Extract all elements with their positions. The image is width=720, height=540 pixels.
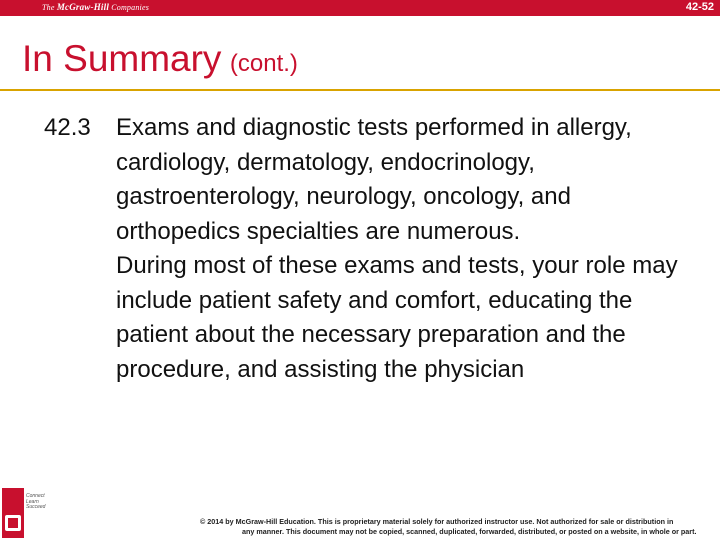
- publisher-logo: [2, 488, 54, 538]
- title-divider: [0, 89, 720, 91]
- slide-number: 42-52: [685, 1, 714, 13]
- logo-mark-icon: [5, 515, 21, 531]
- slide-body: [44, 111, 694, 387]
- logo-word-2: Learn: [26, 498, 39, 505]
- logo-block: [2, 488, 24, 538]
- slide-title: [22, 38, 298, 80]
- copyright-line-1: © 2014 by McGraw-Hill Education. This is proprietary material solely for authorized instructor use. Not authorized for sale or distribution in: [200, 517, 674, 526]
- publisher-prefix: The: [42, 3, 55, 12]
- copyright-notice: [200, 517, 715, 537]
- paragraph-1: Exams and diagnostic tests performed in allergy, cardiology, dermatology, endocrinology, gastroenterology, neurology, oncology, and orthopedics specialties are numerous.: [116, 114, 632, 245]
- copyright-line-2: any manner. This document may not be copied, scanned, duplicated, forwarded, distributed, or posted on a website, in whole or part.: [242, 527, 697, 536]
- publisher-suffix: Companies: [111, 3, 150, 12]
- item-number: 42.3: [44, 114, 91, 141]
- logo-word-1: Connect: [26, 493, 45, 499]
- paragraph-2: During most of these exams and tests, your role may include patient safety and comfort, educating the patient about the necessary preparation and the procedure, and assisting the physician: [116, 252, 678, 383]
- header-bar: [0, 0, 720, 16]
- logo-tagline: [26, 494, 45, 511]
- item-text: [116, 111, 691, 387]
- summary-item: [44, 111, 694, 387]
- slide-title-main: In Summary: [22, 38, 222, 79]
- logo-word-3: Succeed: [26, 504, 46, 510]
- publisher-logo-text: [42, 2, 149, 12]
- publisher-name: McGraw-Hill: [56, 2, 110, 12]
- slide-title-sub: (cont.): [229, 50, 298, 77]
